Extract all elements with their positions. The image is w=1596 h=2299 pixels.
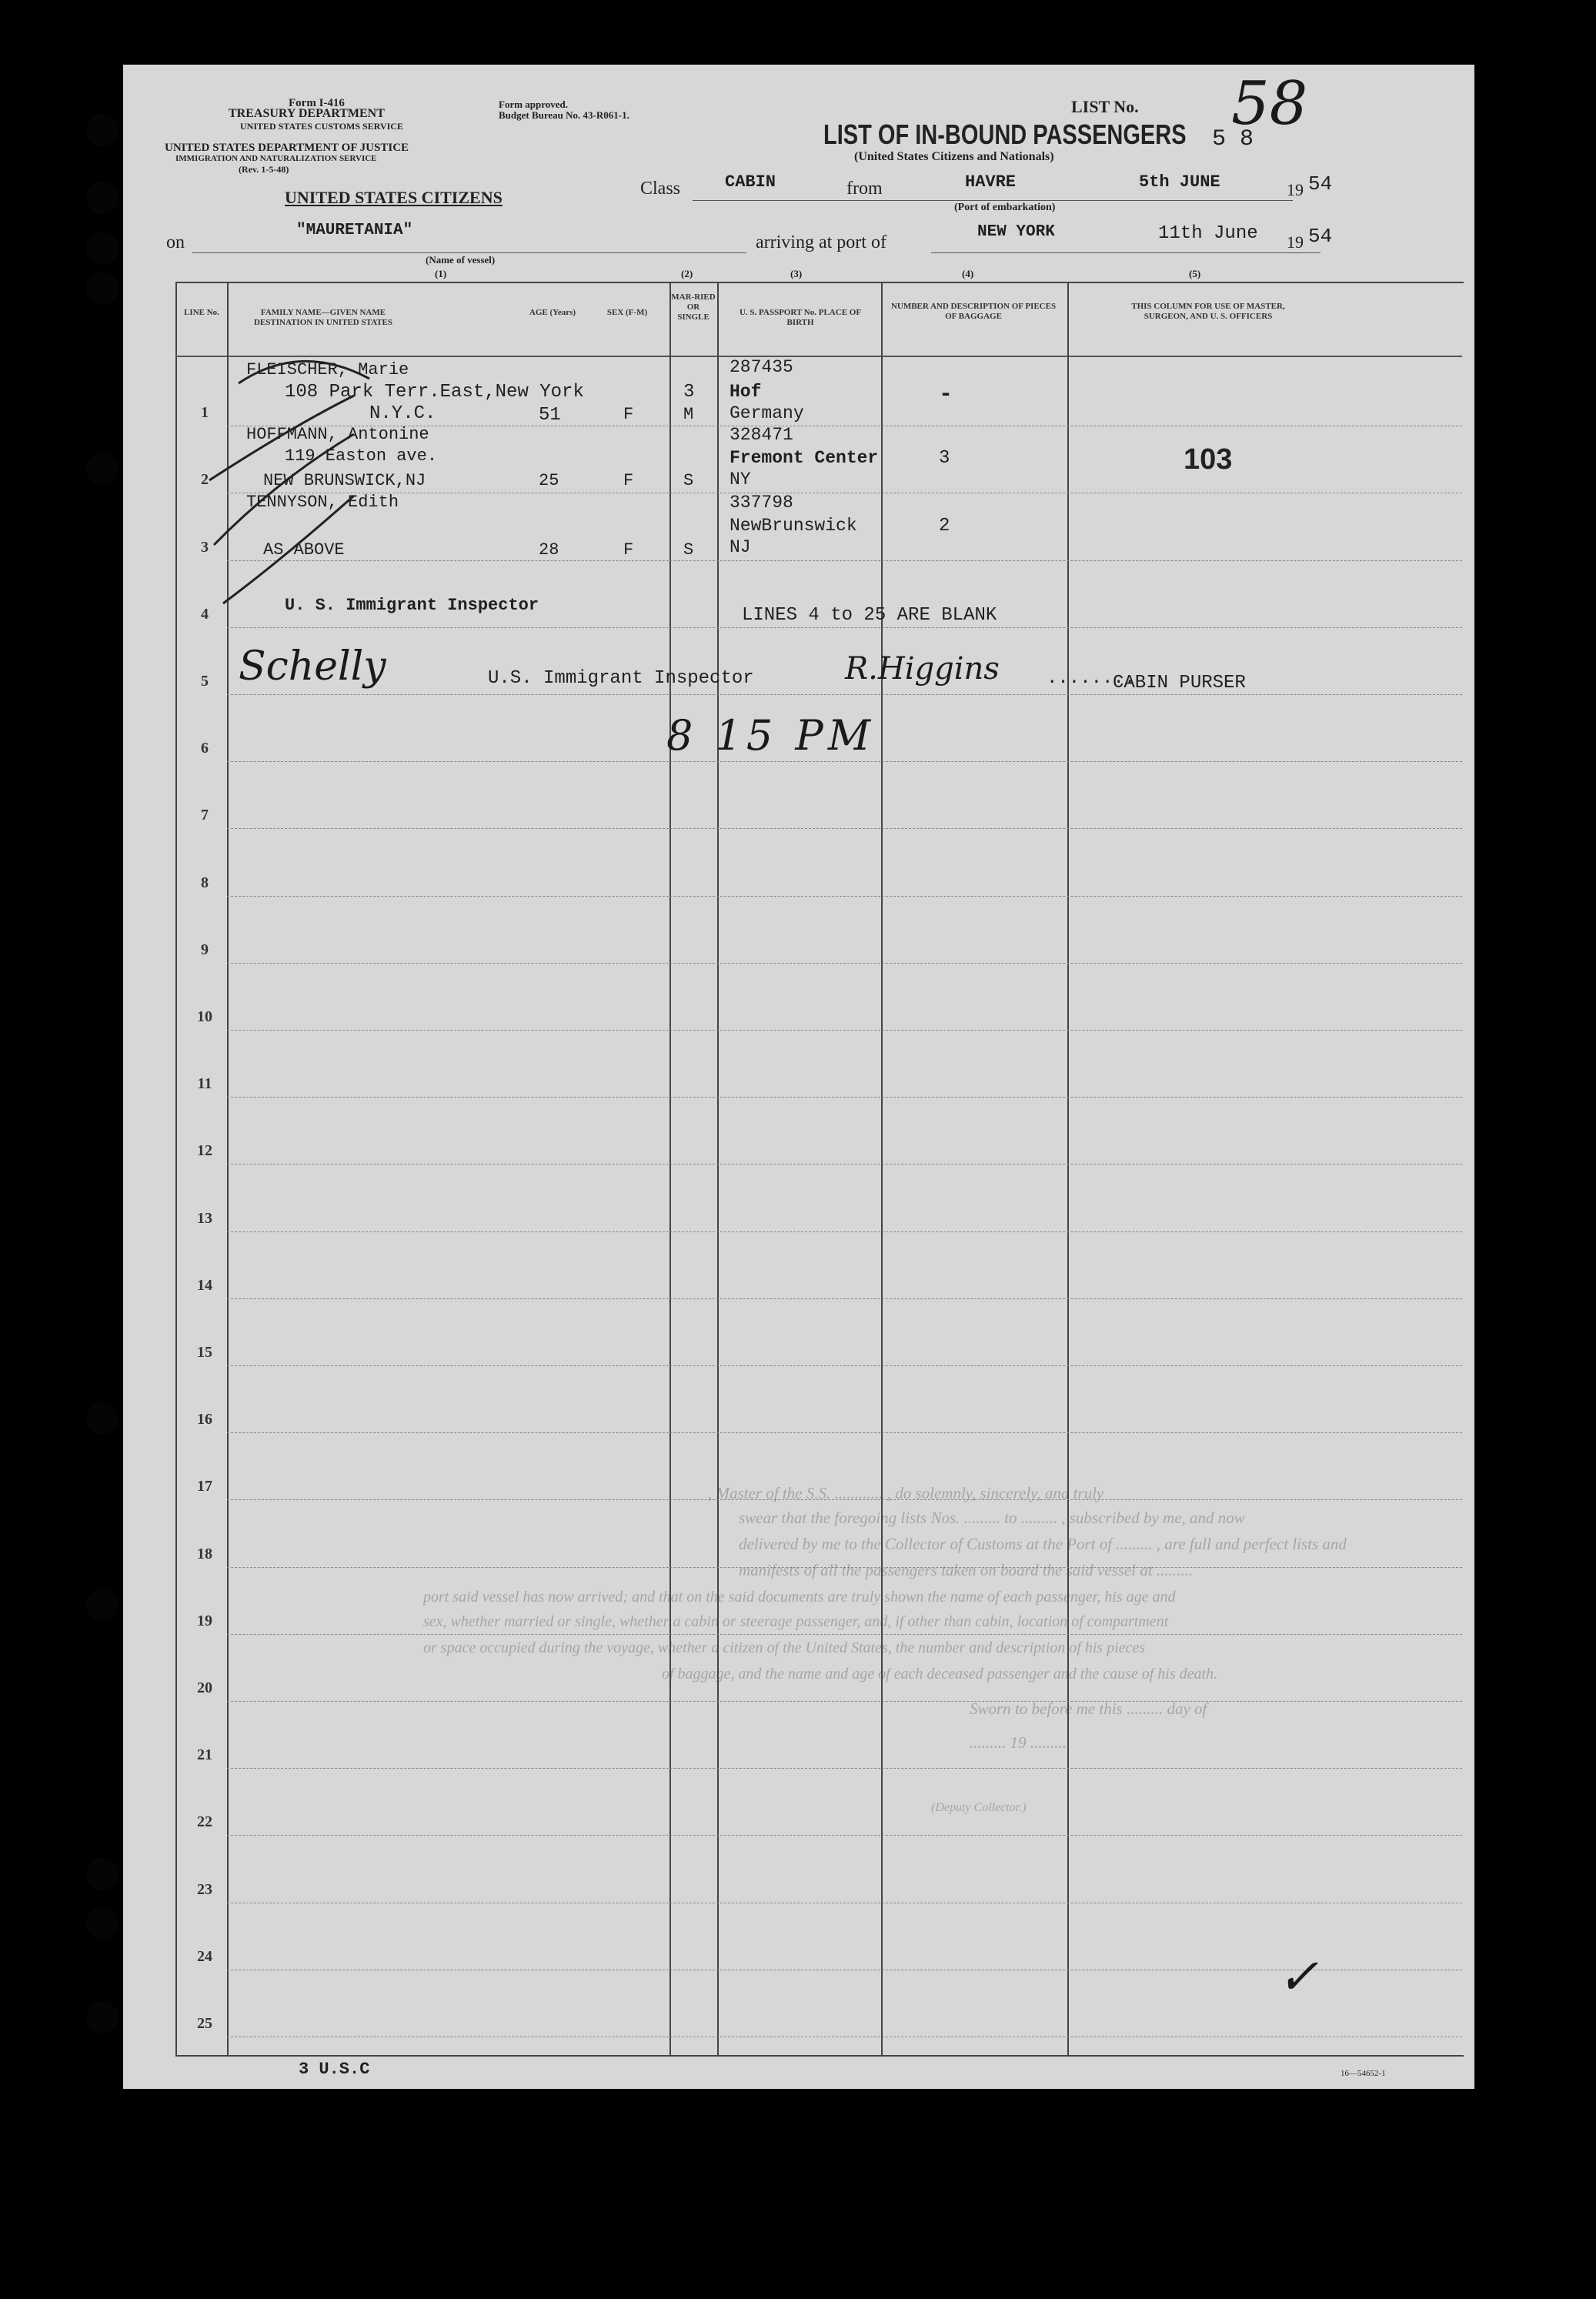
row-number: 1 xyxy=(201,404,209,421)
punch-hole xyxy=(86,1589,119,1621)
list-no-value: 5 8 xyxy=(1212,126,1254,152)
passenger-sex: F xyxy=(623,471,634,490)
treasury-dept: TREASURY DEPARTMENT xyxy=(229,107,385,120)
row-number: 24 xyxy=(197,1948,212,1965)
passenger-age: 25 xyxy=(539,471,559,490)
passenger-marital-extra: 3 xyxy=(683,382,695,403)
row-number: 17 xyxy=(197,1478,212,1495)
from-label: from xyxy=(846,179,883,199)
passenger-address: 119 Easton ave. xyxy=(285,446,438,466)
passenger-sex: F xyxy=(623,540,634,560)
row-number: 18 xyxy=(197,1545,212,1562)
arrival-year: 54 xyxy=(1308,225,1333,248)
class-value: CABIN xyxy=(725,172,776,192)
inspector-stamp-1: U. S. Immigrant Inspector xyxy=(285,596,539,615)
passenger-age: 51 xyxy=(539,405,561,426)
oath-text: of baggage, and the name and age of each deceased passenger and the cause of his death. xyxy=(662,1666,1218,1682)
birth-place: Germany xyxy=(730,403,804,423)
customs-service: UNITED STATES CUSTOMS SERVICE xyxy=(240,121,403,132)
row-rule xyxy=(227,761,1462,762)
embark-year-prefix: 19 xyxy=(1287,180,1304,199)
header-married: MAR-RIED OR SINGLE xyxy=(671,292,716,322)
oath-text: , Master of the S.S. ............ , do solemnly, sincerely, and truly xyxy=(708,1484,1104,1502)
embark-year: 54 xyxy=(1308,172,1333,195)
list-subtitle: (United States Citizens and Nationals) xyxy=(854,150,1054,163)
row-rule xyxy=(227,1030,1462,1031)
signature-dots: ........ xyxy=(1047,668,1136,689)
row-number: 11 xyxy=(197,1075,212,1092)
vessel-label: (Name of vessel) xyxy=(426,254,496,266)
row-number: 6 xyxy=(201,740,209,757)
punch-hole xyxy=(86,114,119,146)
row-rule xyxy=(227,1298,1462,1299)
row-number: 21 xyxy=(197,1746,212,1763)
passenger-sex: F xyxy=(623,405,634,424)
oath-text: swear that the foregoing lists Nos. ......... to ......... , subscribed by me, and now xyxy=(739,1509,1245,1527)
ins-service: IMMIGRATION AND NATURALIZATION SERVICE xyxy=(175,154,377,163)
arrival-port: NEW YORK xyxy=(977,223,1055,241)
birth-place: Fremont Center xyxy=(730,448,879,468)
passenger-address: N.Y.C. xyxy=(369,403,436,424)
passport-number: 337798 xyxy=(730,493,793,513)
punch-hole xyxy=(86,232,119,265)
header-passport: U. S. PASSPORT No. PLACE OF BIRTH xyxy=(739,308,862,327)
form-number: Form I-416 xyxy=(289,97,345,109)
purser-label: CABIN PURSER xyxy=(1113,673,1246,693)
col-num: (5) xyxy=(1189,268,1201,279)
header-officers: THIS COLUMN FOR USE OF MASTER, SURGEON, AND U. S. OFFICERS xyxy=(1131,302,1285,321)
embark-date: 5th JUNE xyxy=(1139,172,1220,192)
arriving-label: arriving at port of xyxy=(756,232,886,252)
budget-bureau: Budget Bureau No. 43-R061-1. xyxy=(499,109,629,121)
row-number: 15 xyxy=(197,1344,212,1361)
bottom-stamp: 3 U.S.C xyxy=(299,2060,370,2079)
oath-text: or space occupied during the voyage, whether a citizen of the United States, the number and description of his pieces xyxy=(423,1639,1146,1656)
row-number: 10 xyxy=(197,1008,212,1025)
check-mark: ✓ xyxy=(1277,1949,1319,2006)
passenger-address: NEW BRUNSWICK,NJ xyxy=(263,471,426,490)
row-number: 7 xyxy=(201,807,209,824)
passport-number: 328471 xyxy=(730,425,793,445)
row-rule xyxy=(227,1365,1462,1366)
footer-code: 16—54652-1 xyxy=(1341,2069,1386,2078)
header-sex: SEX (F-M) xyxy=(606,308,648,317)
passenger-name: HOFFMANN, Antonine xyxy=(246,425,429,444)
row-number: 25 xyxy=(197,2015,212,2032)
row-number: 13 xyxy=(197,1210,212,1227)
row-rule xyxy=(227,1432,1462,1433)
row-rule xyxy=(227,694,1462,695)
passenger-name: TENNYSON, Edith xyxy=(246,493,399,512)
row-rule xyxy=(227,1701,1462,1702)
from-value: HAVRE xyxy=(965,172,1017,192)
row-rule xyxy=(227,1634,1462,1635)
arrival-time: 8 15 PM xyxy=(666,711,876,760)
oath-text: Sworn to before me this ......... day of xyxy=(970,1699,1207,1718)
row-number: 9 xyxy=(201,941,209,958)
row-rule xyxy=(227,1835,1462,1836)
arrival-year-prefix: 19 xyxy=(1287,232,1304,252)
row-number: 16 xyxy=(197,1411,212,1428)
arrival-date: 11th June xyxy=(1158,223,1258,244)
oath-text: port said vessel has now arrived; and that on the said documents are truly shown the name of each passenger, his age and xyxy=(423,1589,1176,1606)
inspector-signature-left: Schelly xyxy=(239,643,386,690)
baggage-count: - xyxy=(939,382,953,408)
passenger-age: 28 xyxy=(539,540,559,560)
revision: (Rev. 1-5-48) xyxy=(239,164,289,175)
row-rule xyxy=(227,896,1462,897)
punch-hole xyxy=(86,1907,119,1940)
punch-hole xyxy=(86,2001,119,2033)
row-number: 14 xyxy=(197,1277,212,1294)
passenger-address: AS ABOVE xyxy=(263,540,345,560)
passport-number: 287435 xyxy=(730,357,793,377)
punch-hole xyxy=(86,272,119,305)
row-number: 20 xyxy=(197,1679,212,1696)
row-number: 3 xyxy=(201,539,209,556)
list-no-label: LIST No. xyxy=(1071,97,1139,116)
col-num: (1) xyxy=(435,268,447,279)
justice-dept: UNITED STATES DEPARTMENT OF JUSTICE xyxy=(165,142,409,154)
oath-text: ......... 19 ......... xyxy=(970,1733,1067,1752)
birth-place: Hof xyxy=(730,382,762,402)
passenger-address: 108 Park Terr.East,New York xyxy=(285,382,584,403)
birth-place: NY xyxy=(730,469,751,490)
row-number: 22 xyxy=(197,1813,212,1830)
row-number: 19 xyxy=(197,1612,212,1629)
row-number: 12 xyxy=(197,1142,212,1159)
row-number: 23 xyxy=(197,1881,212,1898)
header-baggage: NUMBER AND DESCRIPTION OF PIECES OF BAGGAGE xyxy=(890,302,1057,321)
punch-hole xyxy=(86,453,119,485)
on-label: on xyxy=(166,232,185,252)
row-rule xyxy=(227,1768,1462,1769)
col-num: (4) xyxy=(962,268,974,279)
punch-hole xyxy=(86,1402,119,1435)
passenger-name: FLEISCHER, Marie xyxy=(246,360,409,379)
row-number: 2 xyxy=(201,471,209,488)
vessel-name: "MAURETANIA" xyxy=(296,222,413,239)
passenger-marital: S xyxy=(683,540,694,560)
header-age: AGE (Years) xyxy=(529,308,576,317)
punch-hole xyxy=(86,1858,119,1890)
col-num: (3) xyxy=(790,268,803,279)
row-rule xyxy=(227,1231,1462,1232)
baggage-count: 2 xyxy=(939,516,950,536)
row-rule xyxy=(227,1164,1462,1165)
oath-text: sex, whether married or single, whether a cabin or steerage passenger, and, if other than cabin, location of compartment xyxy=(423,1613,1169,1630)
port-embark-label: (Port of embarkation) xyxy=(954,202,1056,213)
approved-text: Form approved. xyxy=(499,99,569,110)
row-rule xyxy=(227,828,1462,829)
header-name: FAMILY NAME—GIVEN NAME DESTINATION IN UNITED STATES xyxy=(253,308,393,327)
citizens-heading: UNITED STATES CITIZENS xyxy=(285,188,503,207)
row-number: 8 xyxy=(201,874,209,891)
row-number: 4 xyxy=(201,606,209,623)
oath-text: delivered by me to the Collector of Customs at the Port of ......... , are full and perfect lists and xyxy=(739,1535,1347,1553)
inspector-stamp-2: U.S. Immigrant Inspector xyxy=(488,668,754,689)
baggage-count: 3 xyxy=(939,448,950,469)
row-rule xyxy=(227,1097,1462,1098)
list-no-handwritten: 58 xyxy=(1231,69,1308,139)
passenger-marital: S xyxy=(683,471,694,490)
birth-place: NJ xyxy=(730,537,751,557)
birth-place: NewBrunswick xyxy=(730,516,857,536)
list-title: LIST OF IN-BOUND PASSENGERS xyxy=(823,119,1187,151)
punch-hole xyxy=(86,182,119,214)
row-rule xyxy=(227,963,1462,964)
manifest-page xyxy=(123,65,1474,2089)
col-num: (2) xyxy=(681,268,693,279)
oath-text: manifests of all the passengers taken on board the said vessel at ......... xyxy=(739,1561,1194,1579)
blank-lines-note: LINES 4 to 25 ARE BLANK xyxy=(742,605,997,626)
official-number: 103 xyxy=(1184,443,1233,476)
oath-text: (Deputy Collector.) xyxy=(931,1801,1027,1814)
header-line-no: LINE No. xyxy=(184,308,219,317)
passenger-marital: M xyxy=(683,405,694,424)
inspector-signature-right: R.Higgins xyxy=(845,651,1000,687)
class-label: Class xyxy=(640,179,681,199)
pen-strokes xyxy=(123,65,446,650)
row-number: 5 xyxy=(201,673,209,690)
